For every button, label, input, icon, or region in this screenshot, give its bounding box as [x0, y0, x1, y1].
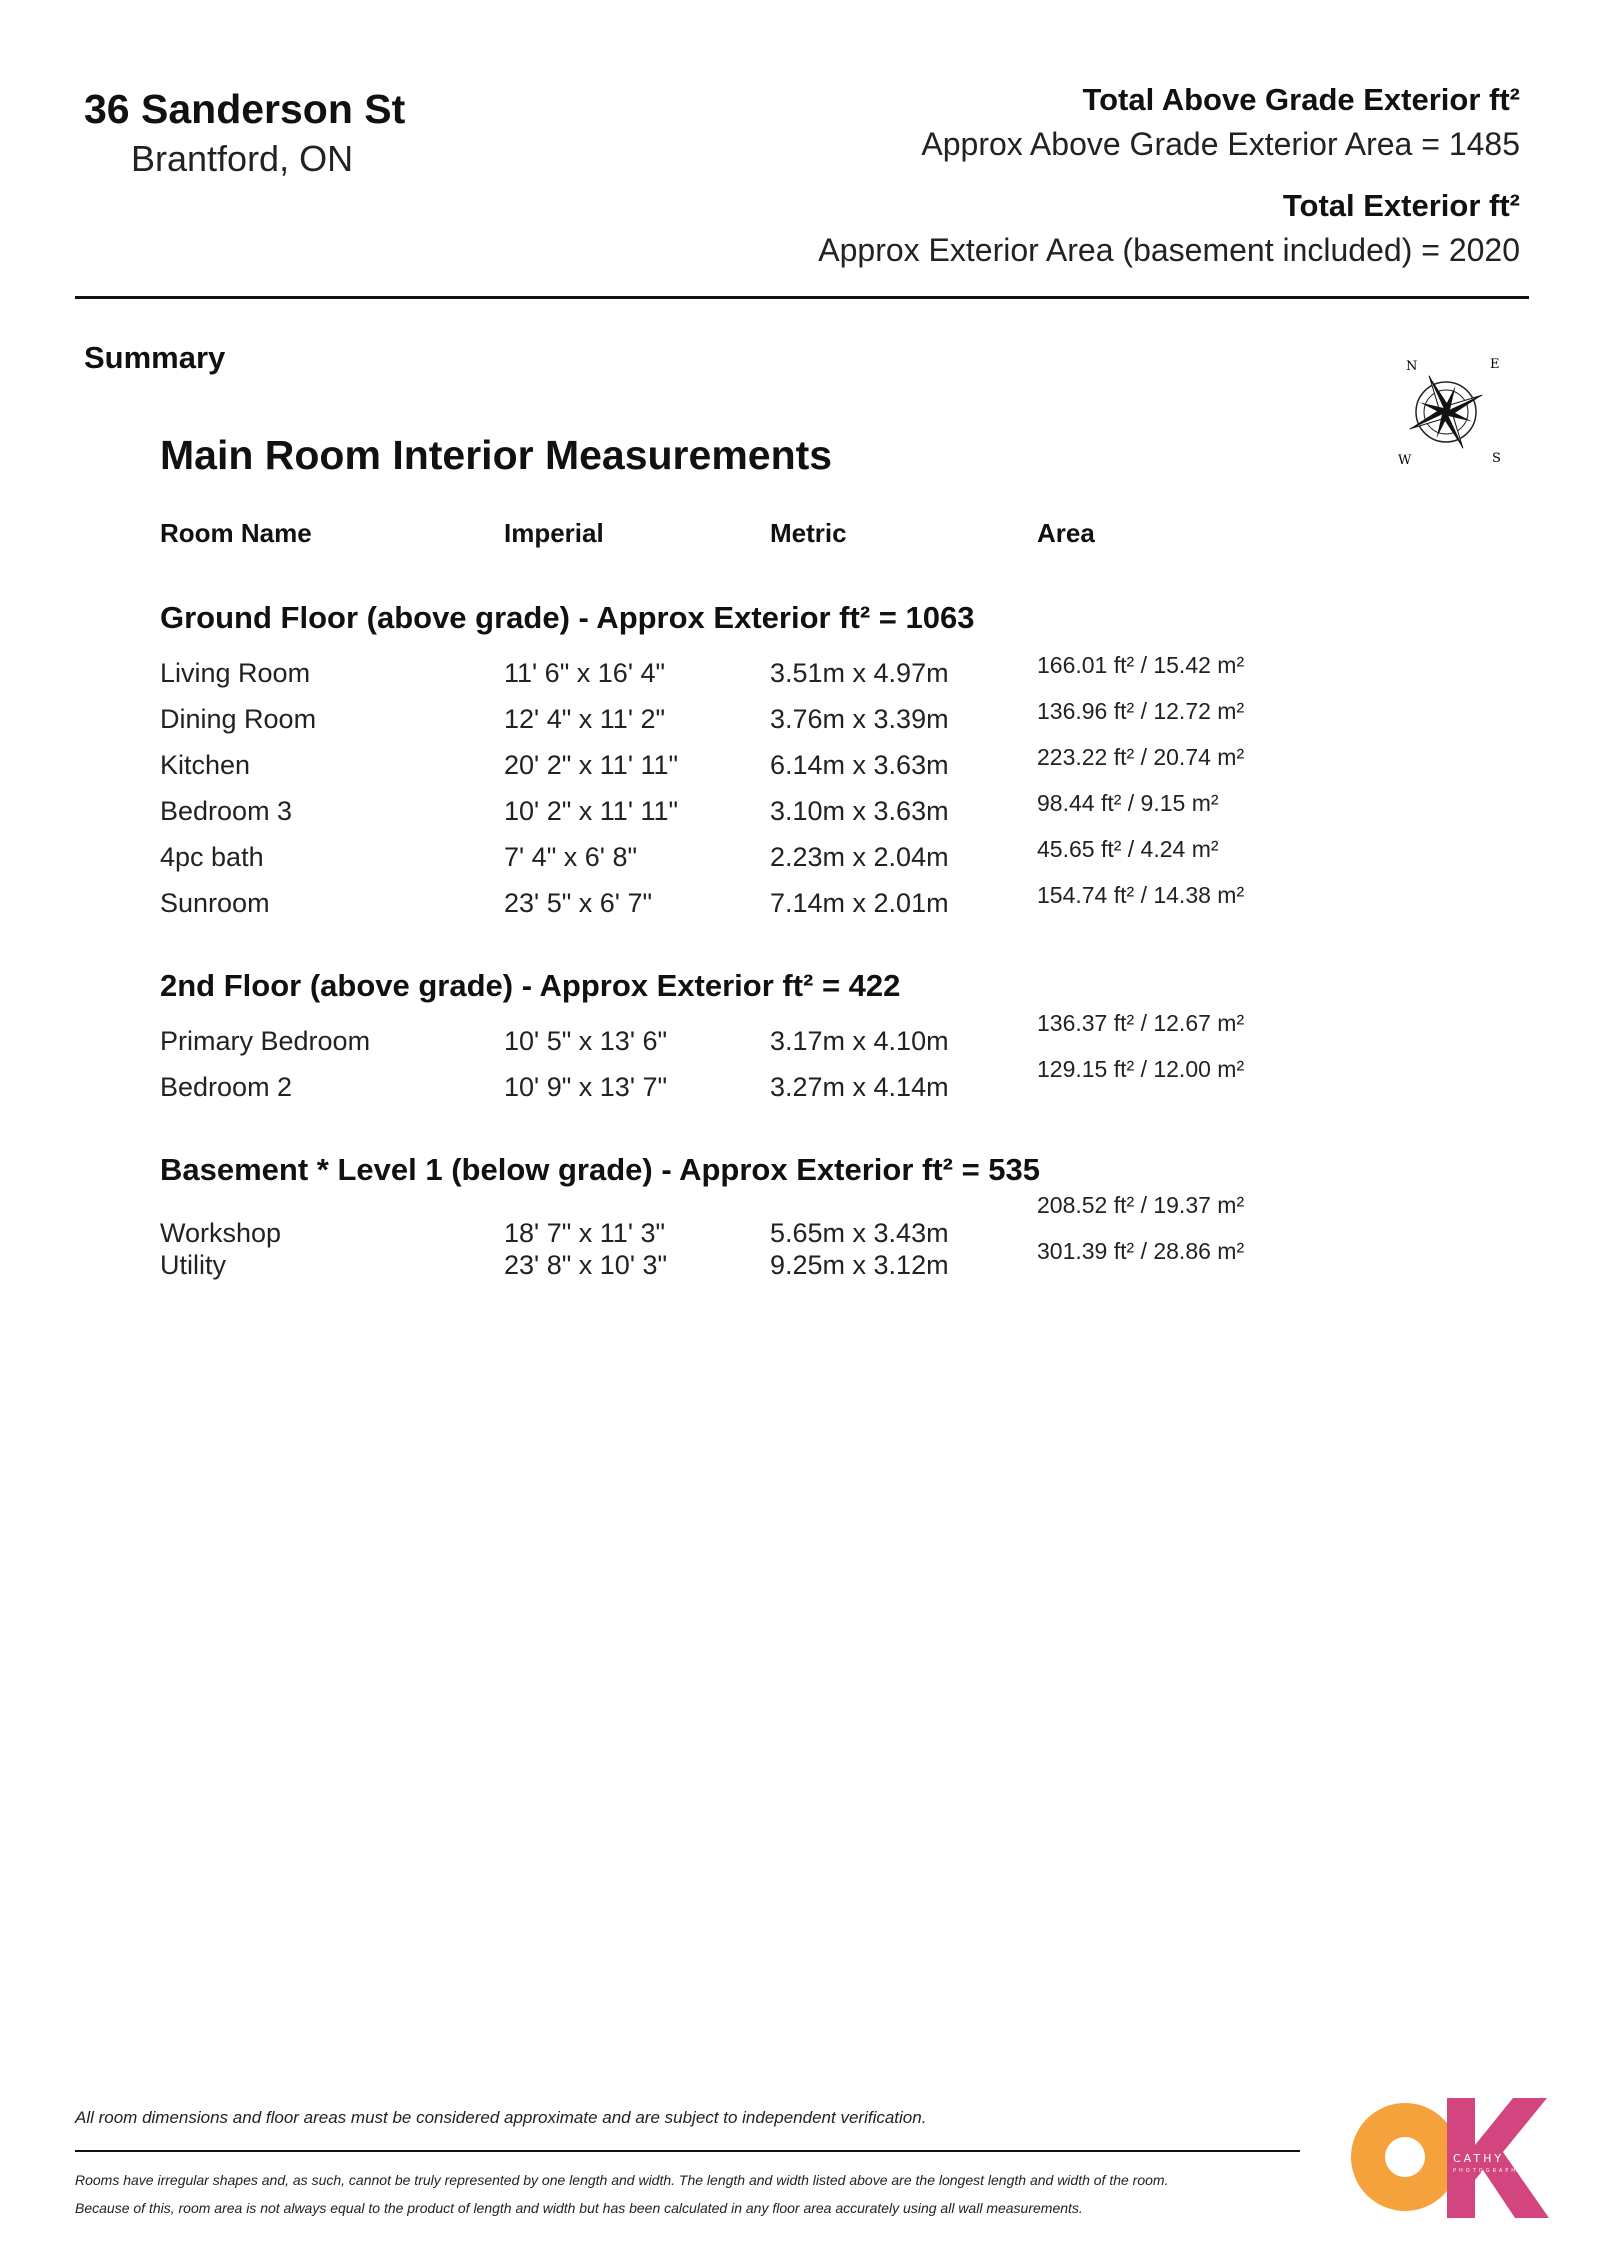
total-exterior-value: Approx Exterior Area (basement included) = 2020 [818, 232, 1520, 268]
column-header-imperial: Imperial [504, 518, 604, 548]
room-name: Dining Room [160, 704, 317, 734]
room-metric: 3.10m x 3.63m [770, 796, 949, 826]
page-title: Main Room Interior Measurements [160, 432, 833, 478]
room-metric: 3.51m x 4.97m [770, 658, 949, 688]
room-area: 98.44 ft² / 9.15 m² [1037, 790, 1219, 816]
room-imperial: 7' 4" x 6' 8" [504, 842, 638, 872]
compass-e-label: E [1490, 357, 1500, 372]
room-imperial: 12' 4" x 11' 2" [504, 704, 666, 734]
room-metric: 3.17m x 4.10m [770, 1026, 949, 1056]
room-imperial: 10' 5" x 13' 6" [504, 1026, 668, 1056]
cathy-koop-logo [1335, 2090, 1575, 2225]
compass-icon [1378, 350, 1508, 470]
room-area: 223.22 ft² / 20.74 m² [1037, 744, 1245, 770]
room-area: 45.65 ft² / 4.24 m² [1037, 836, 1219, 862]
room-imperial: 23' 8" x 10' 3" [504, 1250, 668, 1280]
room-imperial: 10' 2" x 11' 11" [504, 796, 679, 826]
column-header-metric: Metric [770, 518, 847, 548]
above-grade-value: Approx Above Grade Exterior Area = 1485 [921, 126, 1520, 162]
disclaimer-note: All room dimensions and floor areas must be considered approximate and are subject to independent verification. [75, 2108, 927, 2127]
compass-n-label: N [1406, 359, 1418, 374]
total-exterior-heading: Total Exterior ft² [1282, 188, 1520, 223]
section-title-second-floor: 2nd Floor (above grade) - Approx Exterior ft² = 422 [160, 968, 901, 1003]
room-metric: 5.65m x 3.43m [770, 1218, 949, 1248]
room-metric: 3.27m x 4.14m [770, 1072, 949, 1102]
room-metric: 9.25m x 3.12m [770, 1250, 949, 1280]
room-area: 129.15 ft² / 12.00 m² [1037, 1056, 1245, 1082]
room-imperial: 20' 2" x 11' 11" [504, 750, 679, 780]
room-metric: 7.14m x 2.01m [770, 888, 949, 918]
area-calculation-note: Because of this, room area is not always equal to the product of length and width but has been calculated in any floor area accurately using all wall measurements. [75, 2200, 1083, 2216]
header-divider [75, 296, 1529, 299]
property-city: Brantford, ON [131, 138, 354, 179]
room-area: 301.39 ft² / 28.86 m² [1037, 1238, 1245, 1264]
room-name: Workshop [160, 1218, 282, 1248]
room-name: Kitchen [160, 750, 251, 780]
room-name: 4pc bath [160, 842, 264, 872]
logo-line1: CATHY KOOP [1453, 2152, 1554, 2165]
room-name: Sunroom [160, 888, 270, 918]
measurement-note: Rooms have irregular shapes and, as such, cannot be truly represented by one length and width. The length and width listed above are the longest length and width of the room. [75, 2172, 1169, 2188]
room-imperial: 10' 9" x 13' 7" [504, 1072, 668, 1102]
summary-label: Summary [84, 340, 226, 375]
room-area: 166.01 ft² / 15.42 m² [1037, 652, 1245, 678]
room-area: 154.74 ft² / 14.38 m² [1037, 882, 1245, 908]
above-grade-heading: Total Above Grade Exterior ft² [1082, 82, 1520, 117]
section-title-ground-floor: Ground Floor (above grade) - Approx Exterior ft² = 1063 [160, 600, 975, 635]
property-street: 36 Sanderson St [84, 86, 406, 132]
compass-w-label: W [1398, 453, 1412, 468]
room-imperial: 11' 6" x 16' 4" [504, 658, 666, 688]
footer-divider [75, 2150, 1300, 2152]
compass-s-label: S [1492, 451, 1501, 466]
room-imperial: 18' 7" x 11' 3" [504, 1218, 666, 1248]
column-header-area: Area [1037, 518, 1095, 548]
room-name: Living Room [160, 658, 311, 688]
room-area: 136.37 ft² / 12.67 m² [1037, 1010, 1245, 1036]
room-metric: 2.23m x 2.04m [770, 842, 949, 872]
room-imperial: 23' 5" x 6' 7" [504, 888, 653, 918]
room-name: Primary Bedroom [160, 1026, 371, 1056]
column-header-room-name: Room Name [160, 518, 312, 548]
room-name: Bedroom 2 [160, 1072, 293, 1102]
room-area: 136.96 ft² / 12.72 m² [1037, 698, 1245, 724]
room-name: Utility [160, 1250, 226, 1280]
room-metric: 3.76m x 3.39m [770, 704, 949, 734]
room-name: Bedroom 3 [160, 796, 293, 826]
room-area: 208.52 ft² / 19.37 m² [1037, 1192, 1245, 1218]
logo-line2: PHOTOGRAPHY [1453, 2168, 1525, 2174]
section-title-basement: Basement * Level 1 (below grade) - Approx Exterior ft² = 535 [160, 1152, 1041, 1187]
room-metric: 6.14m x 3.63m [770, 750, 949, 780]
